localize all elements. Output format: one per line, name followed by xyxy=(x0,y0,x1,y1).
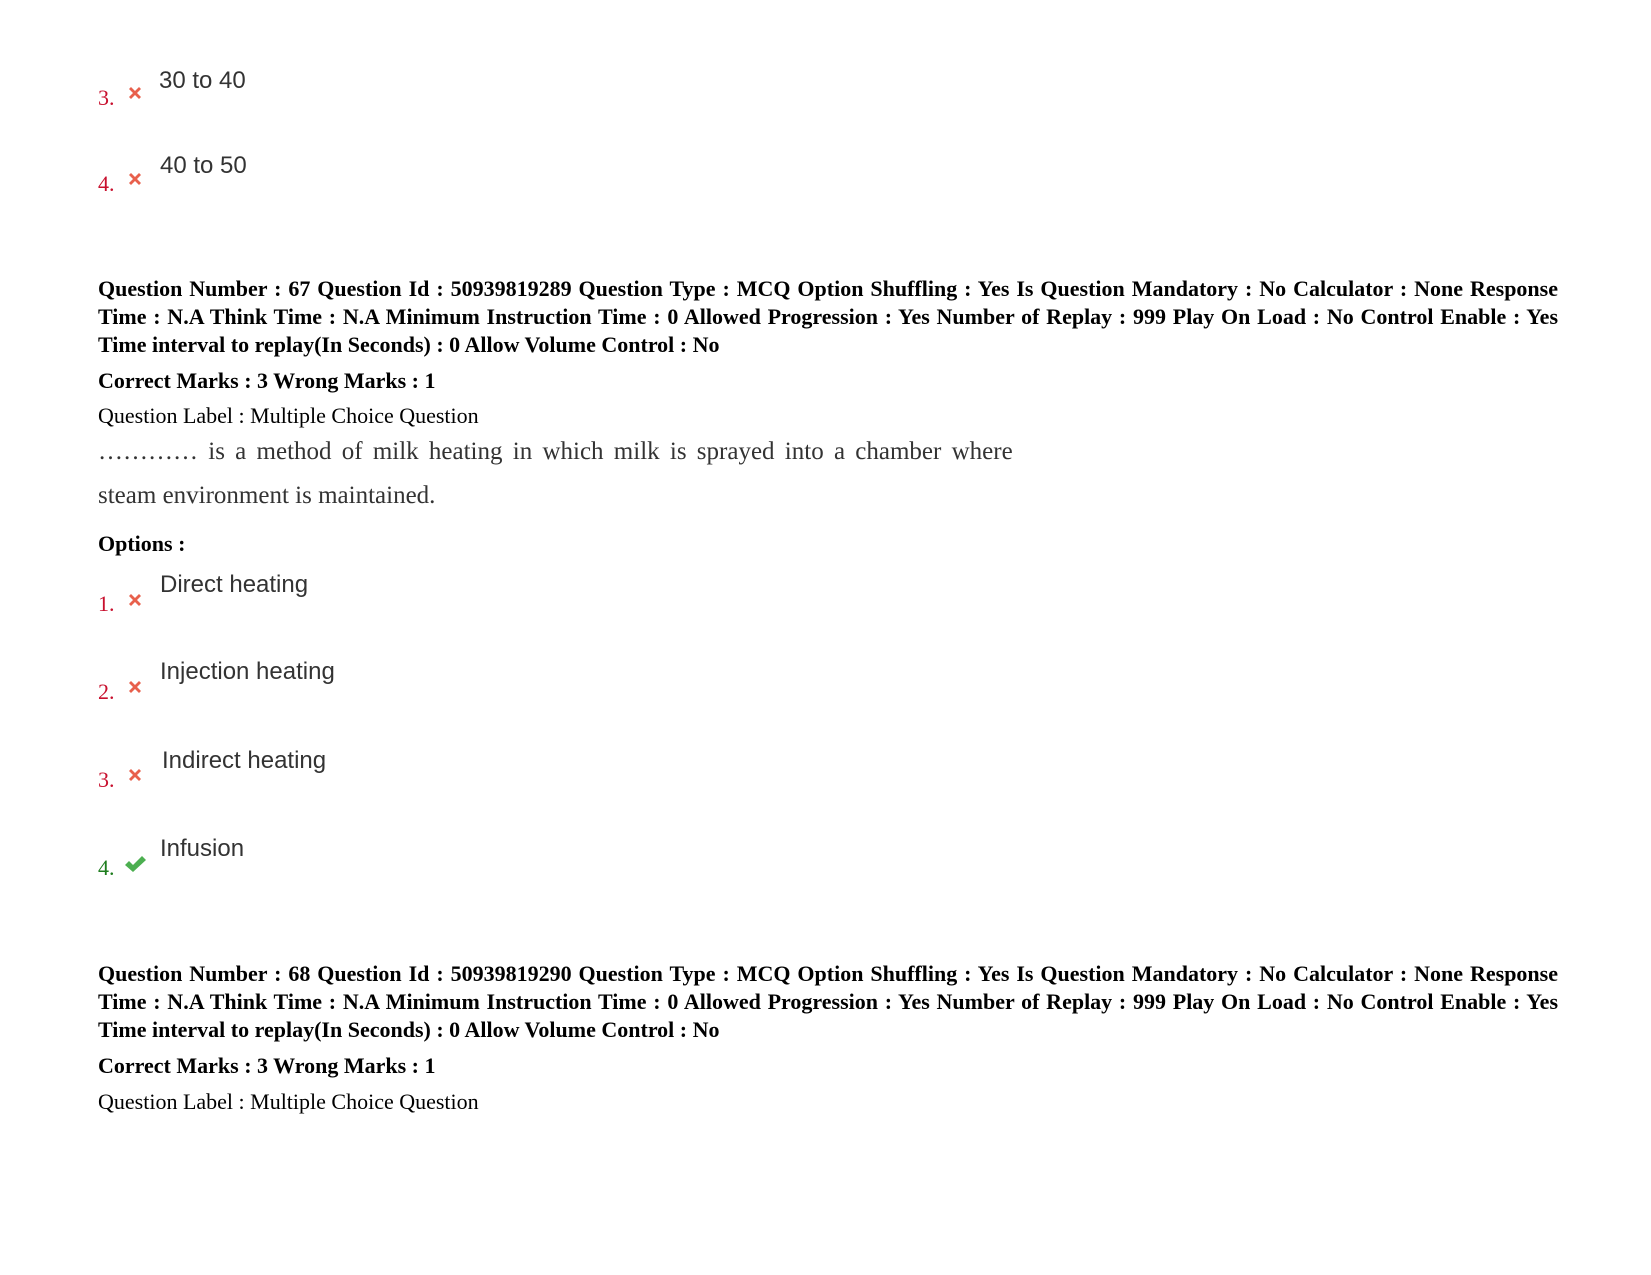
option-text: 40 to 50 xyxy=(160,152,247,179)
question-metadata: Question Number : 67 Question Id : 50939819289 Question Type : MCQ Option Shuffling : Yes Is Question Mandatory : No Calculator : None Response Time : N.A Think Time : N.A Minimum Instruction Time : 0 Allowed Progression : Yes Number of Replay : 999 Play On Load : No Control Enable : Yes Time interval to replay(In Seconds) : 0 Allow Volume Control : No xyxy=(98,276,1558,357)
cross-icon xyxy=(126,678,144,696)
cross-icon xyxy=(126,766,144,784)
cross-icon xyxy=(126,170,144,188)
question-label: Question Label : Multiple Choice Question xyxy=(98,403,479,428)
option-text: 30 to 40 xyxy=(159,67,246,94)
question-stem-line-1: ………… is a method of milk heating in which milk is sprayed into a chamber where xyxy=(98,438,1013,465)
question-marks: Correct Marks : 3 Wrong Marks : 1 xyxy=(98,368,436,393)
question-marks: Correct Marks : 3 Wrong Marks : 1 xyxy=(98,1053,436,1078)
option-number: 4. xyxy=(98,171,115,196)
question-metadata: Question Number : 68 Question Id : 50939819290 Question Type : MCQ Option Shuffling : Yes Is Question Mandatory : No Calculator : None Response Time : N.A Think Time : N.A Minimum Instruction Time : 0 Allowed Progression : Yes Number of Replay : 999 Play On Load : No Control Enable : Yes Time interval to replay(In Seconds) : 0 Allow Volume Control : No xyxy=(98,961,1558,1042)
option-number: 3. xyxy=(98,85,115,110)
check-icon xyxy=(123,853,147,875)
question-label: Question Label : Multiple Choice Question xyxy=(98,1089,479,1114)
option-text: Infusion xyxy=(160,835,245,862)
option-number: 1. xyxy=(98,591,115,616)
cross-icon xyxy=(126,591,144,609)
option-text: Direct heating xyxy=(160,571,309,598)
question-stem-line-2: steam environment is maintained. xyxy=(98,482,436,509)
option-number: 4. xyxy=(98,855,115,880)
option-text: Indirect heating xyxy=(162,747,327,774)
option-text: Injection heating xyxy=(160,658,335,685)
options-heading: Options : xyxy=(98,531,186,556)
option-number: 2. xyxy=(98,679,115,704)
option-number: 3. xyxy=(98,767,115,792)
cross-icon xyxy=(126,84,144,102)
